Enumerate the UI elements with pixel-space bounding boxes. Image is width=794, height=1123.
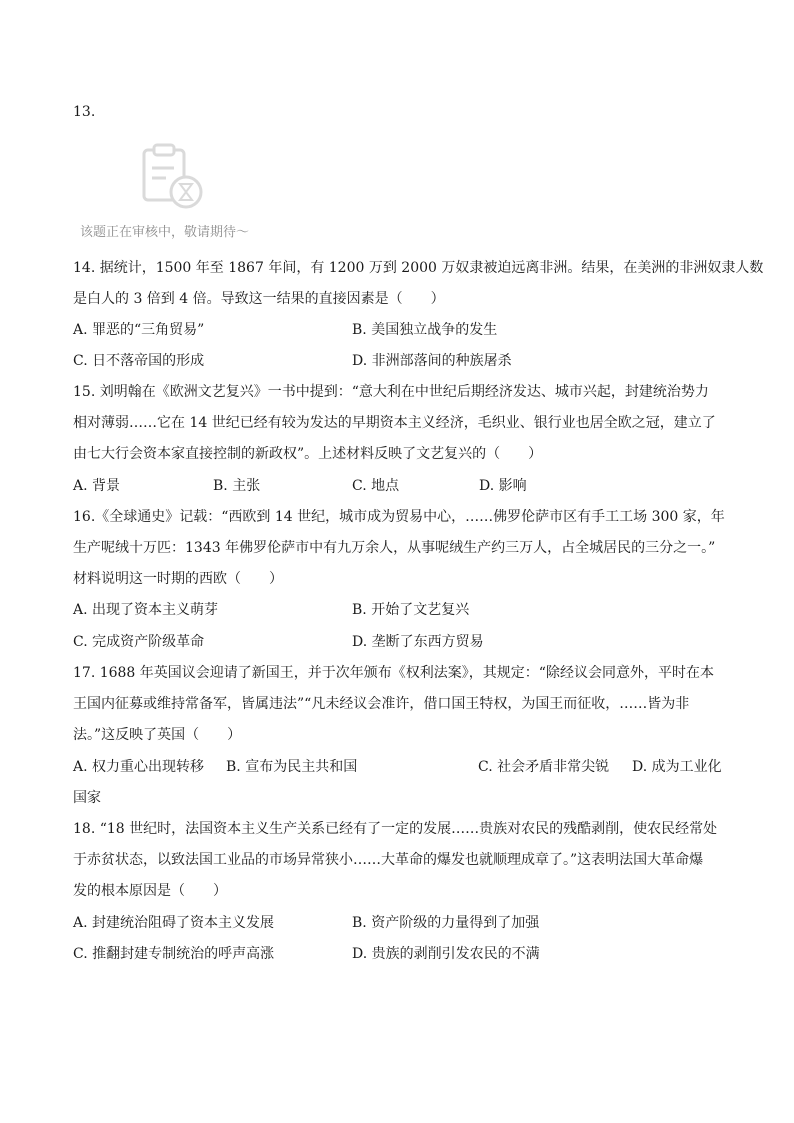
question-stem-line: 于赤贫状态，以致法国工业品的市场异常狭小……大革命的爆发也就顺理成章了。”这表明法国大革命爆 (73, 852, 704, 868)
option-a: A. 出现了资本主义萌芽 (73, 602, 219, 618)
question-stem-line: 生产呢绒十万匹：1343 年佛罗伦萨市中有九万余人，从事呢绒生产约三万人，占全城居民的三分之一。” (73, 540, 716, 556)
option-b: B. 开始了文艺复兴 (352, 602, 470, 618)
option-a: A. 权力重心出现转移 (73, 759, 205, 775)
question-stem-line: 15. 刘明翰在《欧洲文艺复兴》一书中提到：“意大利在中世纪后期经济发达、城市兴起，封建统治势力 (73, 384, 709, 400)
question-stem-line: 发的根本原因是（ ） (73, 883, 227, 899)
question-stem-line: 17. 1688 年英国议会迎请了新国王，并于次年颁布《权利法案》，其规定：“除经议会同意外，平时在本 (73, 665, 714, 681)
clipboard-hourglass-icon (140, 142, 206, 210)
question-stem-line: 14. 据统计，1500 年至 1867 年间，有 1200 万到 2000 万奴隶被迫远离非洲。结果，在美洲的非洲奴隶人数 (73, 260, 764, 276)
option-c: C. 推翻封建专制统治的呼声高涨 (73, 946, 275, 962)
option-b: B. 资产阶级的力量得到了加强 (352, 915, 540, 931)
question-stem-line: 由七大行会资本家直接控制的新政权”。上述材料反映了文艺复兴的（ ） (73, 446, 543, 462)
option-c: C. 完成资产阶级革命 (73, 634, 205, 650)
option-b: B. 宣布为民主共和国 (226, 759, 358, 775)
question-stem-line: 16.《全球通史》记载：“西欧到 14 世纪，城市成为贸易中心，……佛罗伦萨市区有手工工场 300 家，年 (73, 509, 725, 525)
pending-review-message: 该题正在审核中，敬请期待～ (80, 225, 250, 240)
option-c: C. 社会矛盾非常尖锐 (478, 759, 610, 775)
option-a: A. 罪恶的“三角贸易” (73, 322, 205, 338)
option-d: D. 非洲部落间的种族屠杀 (352, 353, 512, 369)
option-b: B. 美国独立战争的发生 (352, 322, 498, 338)
option-c: C. 日不落帝国的形成 (73, 353, 205, 369)
question-stem-line: 法。”这反映了英国（ ） (73, 727, 242, 743)
question-stem-line: 王国内征募或维持常备军，皆属违法”“凡未经议会准许，借口国王特权，为国王而征收，……皆为非 (73, 696, 690, 712)
option-a: A. 背景 (73, 478, 121, 494)
option-d: D. 垄断了东西方贸易 (352, 634, 484, 650)
option-b: B. 主张 (213, 478, 261, 494)
question-stem-line: 是白人的 3 倍到 4 倍。导致这一结果的直接因素是（ ） (73, 291, 445, 307)
option-d: D. 贵族的剥削引发农民的不满 (352, 946, 540, 962)
option-d-continuation: 国家 (73, 790, 101, 806)
option-d: D. 成为工业化 (632, 759, 722, 775)
option-c: C. 地点 (352, 478, 400, 494)
question-stem-line: 18. “18 世纪时，法国资本主义生产关系已经有了一定的发展……贵族对农民的残酷剥削，使农民经常处 (73, 821, 718, 837)
option-d: D. 影响 (479, 478, 527, 494)
question-stem-line: 材料说明这一时期的西欧（ ） (73, 571, 283, 587)
option-a: A. 封建统治阻碍了资本主义发展 (73, 915, 275, 931)
question-13-number: 13. (73, 104, 96, 120)
question-stem-line: 相对薄弱……它在 14 世纪已经有较为发达的早期资本主义经济，毛织业、银行业也居全欧之冠，建立了 (73, 415, 716, 431)
